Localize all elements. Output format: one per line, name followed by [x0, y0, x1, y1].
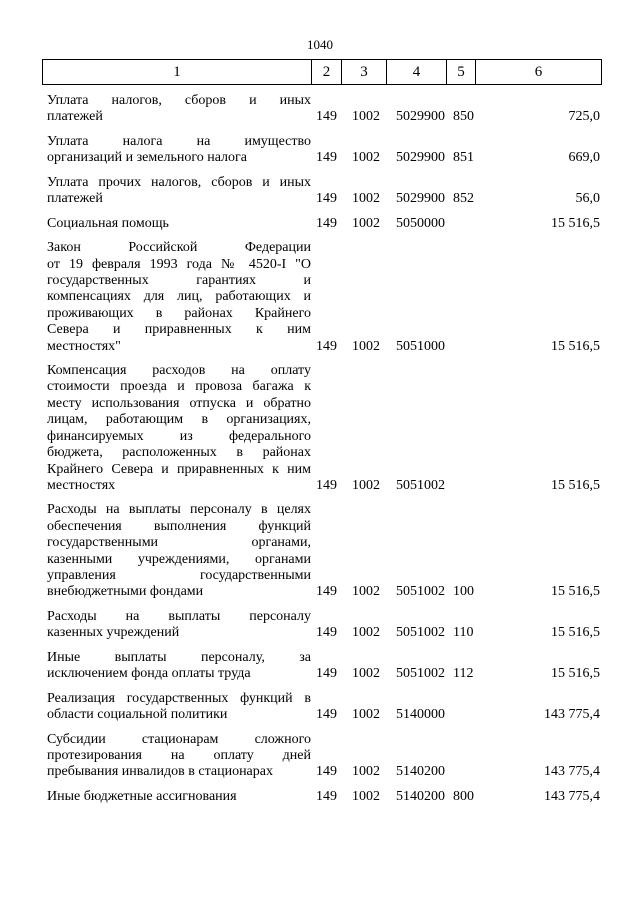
table-row	[0, 175, 640, 216]
row-section-code: 1002	[352, 788, 380, 804]
row-name-line: пребывания инвалидов в стационарах	[47, 764, 273, 780]
row-target-article: 5029900	[396, 191, 445, 207]
row-target-article: 5140200	[396, 788, 445, 804]
row-ved-code: 149	[316, 338, 337, 354]
row-name-line: лицам, работающим в организациях,	[47, 412, 311, 428]
row-name-line: Крайнего Севера и приравненных к ним	[47, 461, 311, 477]
row-expense-type: 852	[453, 191, 474, 207]
row-name-line: Расходы на выплаты персоналу в целях	[47, 502, 311, 518]
row-name-line: области социальной политики	[47, 707, 228, 723]
row-name-line: Уплата прочих налогов, сборов и иных	[47, 174, 311, 190]
row-section-code: 1002	[352, 109, 380, 125]
row-expense-type: 850	[453, 109, 474, 125]
row-target-article: 5051002	[396, 625, 445, 641]
row-expense-type: 851	[453, 150, 474, 166]
row-section-code: 1002	[352, 150, 380, 166]
row-target-article: 5051002	[396, 477, 445, 493]
row-name-line: стоимости проезда и провоза багажа к	[47, 379, 311, 395]
row-section-code: 1002	[352, 764, 380, 780]
table-row	[0, 240, 640, 363]
page-number: 1040	[307, 37, 333, 52]
row-amount: 15 516,5	[551, 584, 600, 600]
row-name-line: Иные выплаты персоналу, за	[47, 649, 311, 665]
row-section-code: 1002	[352, 477, 380, 493]
row-section-code: 1002	[352, 707, 380, 723]
row-name	[47, 609, 311, 642]
row-name	[47, 134, 311, 167]
row-expense-type: 110	[453, 625, 474, 641]
column-header-3: 3	[342, 60, 387, 85]
row-ved-code: 149	[316, 191, 337, 207]
row-name-line: Уплата налога на имущество	[47, 133, 311, 149]
column-header-4: 4	[387, 60, 447, 85]
row-ved-code: 149	[316, 707, 337, 723]
row-name-line: местностях	[47, 477, 116, 493]
row-amount: 56,0	[575, 191, 600, 207]
row-name-line: казенными учреждениями, органами	[47, 551, 311, 567]
row-amount: 143 775,4	[544, 764, 600, 780]
row-name	[47, 216, 311, 232]
row-target-article: 5051000	[396, 338, 445, 354]
row-ved-code: 149	[316, 477, 337, 493]
table-row	[0, 502, 640, 609]
row-name-line: Севера и приравненных к ним	[47, 322, 311, 338]
row-ved-code: 149	[316, 764, 337, 780]
row-amount: 143 775,4	[544, 788, 600, 804]
row-name	[47, 363, 311, 494]
row-name	[47, 650, 311, 683]
budget-table-body	[0, 93, 640, 813]
table-row	[0, 650, 640, 691]
row-name-line: Закон Российской Федерации	[47, 240, 311, 256]
row-ved-code: 149	[316, 109, 337, 125]
row-section-code: 1002	[352, 666, 380, 682]
row-name-line: исключением фонда оплаты труда	[47, 666, 251, 682]
column-header-row	[43, 60, 602, 85]
row-ved-code: 149	[316, 584, 337, 600]
row-name-line: местностях"	[47, 338, 121, 354]
row-name-line: проживающих в районах Крайнего	[47, 305, 311, 321]
row-section-code: 1002	[352, 625, 380, 641]
row-name-line: казенных учреждений	[47, 625, 180, 641]
row-name	[47, 502, 311, 600]
column-header-2: 2	[312, 60, 342, 85]
row-amount: 15 516,5	[551, 215, 600, 231]
row-target-article: 5140200	[396, 764, 445, 780]
table-row	[0, 93, 640, 134]
row-name	[47, 240, 311, 355]
row-name-line: Субсидии стационарам сложного	[47, 731, 311, 747]
table-row	[0, 363, 640, 502]
row-name-line: платежей	[47, 191, 103, 207]
row-name	[47, 789, 311, 805]
row-ved-code: 149	[316, 215, 337, 231]
table-row	[0, 789, 640, 814]
row-section-code: 1002	[352, 191, 380, 207]
row-name-line: государственных гарантиях и	[47, 272, 311, 288]
table-row	[0, 732, 640, 789]
row-target-article: 5029900	[396, 150, 445, 166]
row-name-line: организаций и земельного налога	[47, 150, 247, 166]
row-name	[47, 732, 311, 781]
row-name-line: от 19 февраля 1993 года № 4520-I "О	[47, 256, 311, 272]
row-name-line: Уплата налогов, сборов и иных	[47, 93, 311, 108]
column-header-6: 6	[476, 60, 602, 85]
row-name-line: Компенсация расходов на оплату	[47, 363, 311, 379]
row-name	[47, 93, 311, 126]
row-ved-code: 149	[316, 666, 337, 682]
row-target-article: 5050000	[396, 215, 445, 231]
column-header-5: 5	[447, 60, 476, 85]
table-row	[0, 216, 640, 241]
row-amount: 15 516,5	[551, 666, 600, 682]
row-amount: 669,0	[568, 150, 600, 166]
row-name-line: обеспечения выполнения функций	[47, 518, 311, 534]
row-target-article: 5029900	[396, 109, 445, 125]
row-section-code: 1002	[352, 338, 380, 354]
row-name	[47, 691, 311, 724]
row-amount: 143 775,4	[544, 707, 600, 723]
row-ved-code: 149	[316, 788, 337, 804]
row-name-line: Социальная помощь	[47, 215, 169, 231]
row-name-line: протезирования на оплату дней	[47, 747, 311, 763]
row-target-article: 5051002	[396, 584, 445, 600]
row-name-line: компенсациях для лиц, работающих и	[47, 289, 311, 305]
row-name-line: месту использования отпуска и обратно	[47, 395, 311, 411]
table-row	[0, 609, 640, 650]
row-amount: 15 516,5	[551, 338, 600, 354]
column-header-1: 1	[43, 60, 312, 85]
row-section-code: 1002	[352, 584, 380, 600]
row-name	[47, 175, 311, 208]
row-expense-type: 100	[453, 584, 474, 600]
row-expense-type: 112	[453, 666, 474, 682]
row-target-article: 5051002	[396, 666, 445, 682]
table-row	[0, 134, 640, 175]
row-ved-code: 149	[316, 150, 337, 166]
row-name-line: бюджета, расположенных в районах	[47, 445, 311, 461]
row-name-line: Иные бюджетные ассигнования	[47, 788, 237, 804]
column-header-table	[42, 59, 602, 85]
row-amount: 15 516,5	[551, 477, 600, 493]
row-name-line: Расходы на выплаты персоналу	[47, 608, 311, 624]
row-name-line: Реализация государственных функций в	[47, 690, 311, 706]
table-row	[0, 691, 640, 732]
row-name-line: государственными органами,	[47, 535, 311, 551]
row-name-line: управления государственными	[47, 567, 311, 583]
row-name-line: финансируемых из федерального	[47, 428, 311, 444]
row-name-line: внебюджетными фондами	[47, 584, 204, 600]
row-amount: 725,0	[568, 109, 600, 125]
row-expense-type: 800	[453, 788, 474, 804]
row-amount: 15 516,5	[551, 625, 600, 641]
row-target-article: 5140000	[396, 707, 445, 723]
row-section-code: 1002	[352, 215, 380, 231]
row-name-line: платежей	[47, 109, 103, 125]
row-ved-code: 149	[316, 625, 337, 641]
